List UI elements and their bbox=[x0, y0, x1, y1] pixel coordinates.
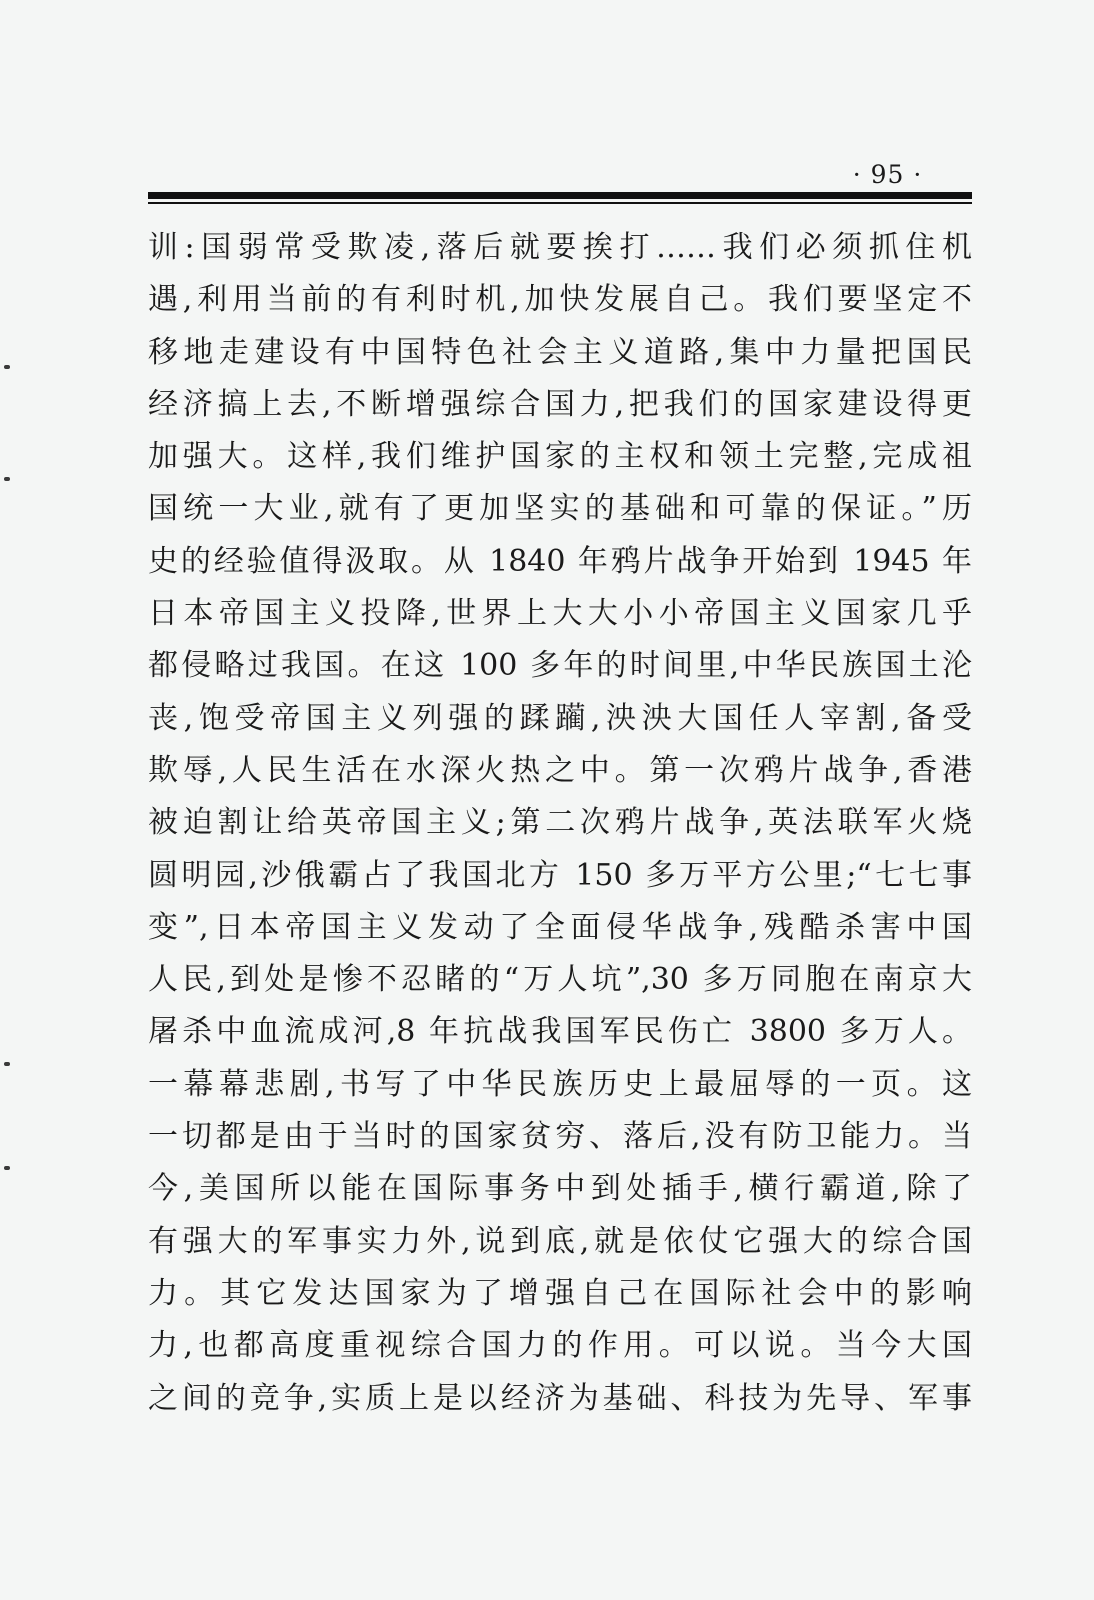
binding-hole-mark bbox=[4, 1166, 10, 1170]
text-line: 丧,饱受帝国主义列强的蹂躏,泱泱大国任人宰割,备受 bbox=[148, 700, 972, 736]
text-line: 经济搞上去,不断增强综合国力,把我们的国家建设得更 bbox=[148, 386, 972, 422]
text-line: 变”,日本帝国主义发动了全面侵华战争,残酷杀害中国 bbox=[148, 909, 972, 945]
page-number: · 95 · bbox=[852, 160, 923, 189]
binding-hole-mark bbox=[4, 1062, 10, 1066]
text-line: 都侵略过我国。在这 100 多年的时间里,中华民族国土沦 bbox=[148, 648, 972, 684]
text-line: 遇,利用当前的有利时机,加快发展自己。我们要坚定不 bbox=[148, 282, 972, 318]
text-line: 力。其它发达国家为了增强自己在国际社会中的影响 bbox=[148, 1275, 972, 1311]
text-line: 之间的竞争,实质上是以经济为基础、科技为先导、军事 bbox=[148, 1380, 972, 1416]
text-line: 一切都是由于当时的国家贫穷、落后,没有防卫能力。当 bbox=[148, 1119, 972, 1155]
binding-hole-mark bbox=[4, 477, 10, 481]
text-line: 屠杀中血流成河,8 年抗战我国军民伤亡 3800 多万人。 bbox=[148, 1014, 972, 1050]
text-line: 力,也都高度重视综合国力的作用。可以说。当今大国 bbox=[148, 1328, 972, 1364]
text-line: 今,美国所以能在国际事务中到处插手,横行霸道,除了 bbox=[148, 1171, 972, 1207]
text-line: 加强大。这样,我们维护国家的主权和领土完整,完成祖 bbox=[148, 439, 972, 475]
header-rule-thick bbox=[148, 192, 972, 199]
text-line: 欺辱,人民生活在水深火热之中。第一次鸦片战争,香港 bbox=[148, 752, 972, 788]
text-line: 国统一大业,就有了更加坚实的基础和可靠的保证。”历 bbox=[148, 491, 972, 527]
text-line: 一幕幕悲剧,书写了中华民族历史上最屈辱的一页。这 bbox=[148, 1066, 972, 1102]
text-line: 训:国弱常受欺凌,落后就要挨打……我们必须抓住机 bbox=[148, 230, 972, 265]
text-line: 有强大的军事实力外,说到底,就是依仗它强大的综合国 bbox=[148, 1223, 972, 1259]
body-text bbox=[148, 222, 972, 1425]
text-line: 被迫割让给英帝国主义;第二次鸦片战争,英法联军火烧 bbox=[148, 805, 972, 841]
binding-hole-mark bbox=[4, 365, 10, 369]
text-line: 人民,到处是惨不忍睹的“万人坑”,30 多万同胞在南京大 bbox=[148, 962, 972, 998]
text-line: 史的经验值得汲取。从 1840 年鸦片战争开始到 1945 年 bbox=[148, 543, 972, 579]
header-rule-thin bbox=[148, 202, 972, 204]
text-line: 圆明园,沙俄霸占了我国北方 150 多万平方公里;“七七事 bbox=[148, 857, 972, 893]
text-line: 移地走建设有中国特色社会主义道路,集中力量把国民 bbox=[148, 334, 972, 370]
text-line: 日本帝国主义投降,世界上大大小小帝国主义国家几乎 bbox=[148, 596, 972, 632]
